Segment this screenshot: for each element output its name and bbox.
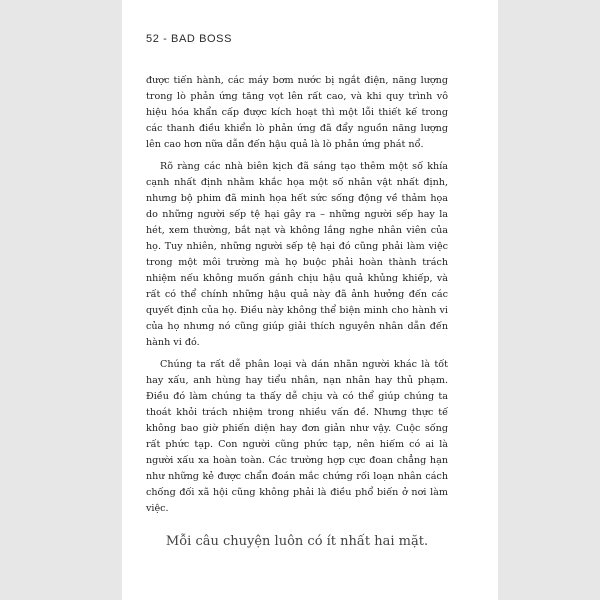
- running-head: 52 - BAD BOSS: [146, 33, 233, 45]
- body-text: [146, 73, 448, 523]
- paragraph-1: được tiến hành, các máy bơm nước bị ngắt điện, năng lượng trong lò phản ứng tăng vọt lên rất cao, và khi quy trình vô hiệu hóa khẩn cấp được kích hoạt thì một lỗi thiết kế trong các thanh điều khiển lò phản ứng đã đẩy nguồn năng lượng lên cao hơn nữa dẫn đến hậu quả là lò phản ứng phát nổ.: [146, 75, 448, 150]
- paragraph-2: Rõ ràng các nhà biên kịch đã sáng tạo thêm một số khía cạnh nhất định nhằm khắc họa một số nhân vật nhất định, nhưng bộ phim đã minh họa hết sức sống động về thảm họa do những người sếp tệ hại gây ra – những người sếp hay la hét, xem thường, bắt nạt và không lắng nghe nhân viên của họ. Tuy nhiên, những người sếp tệ hại đó cũng phải làm việc trong một môi trường mà họ buộc phải hoàn thành trách nhiệm nếu không muốn gánh chịu hậu quả khủng khiếp, và rất có thể chính những hậu quả này đã ảnh hưởng đến các quyết định của họ. Điều này không thể biện minh cho hành vi của họ nhưng nó cũng giúp giải thích nguyên nhân dẫn đến hành vi đó.: [146, 161, 448, 348]
- paragraph-3: Chúng ta rất dễ phân loại và dán nhãn người khác là tốt hay xấu, anh hùng hay tiểu nhân, nạn nhân hay thủ phạm. Điều đó làm chúng ta thấy dễ chịu và có thể giúp chúng ta thoát khỏi trách nhiệm trong nhiều vấn đề. Nhưng thực tế không bao giờ phiến diện hay đơn giản như vậy. Cuộc sống rất phức tạp. Con người cũng phức tạp, nên hiếm có ai là người xấu xa hoàn toàn. Các trường hợp cực đoan chẳng hạn như những kẻ được chẩn đoán mắc chứng rối loạn nhân cách chống đối xã hội cũng không phải là điều phổ biến ở nơi làm việc.: [146, 359, 448, 514]
- pull-quote: Mỗi câu chuyện luôn có ít nhất hai mặt.: [165, 534, 429, 549]
